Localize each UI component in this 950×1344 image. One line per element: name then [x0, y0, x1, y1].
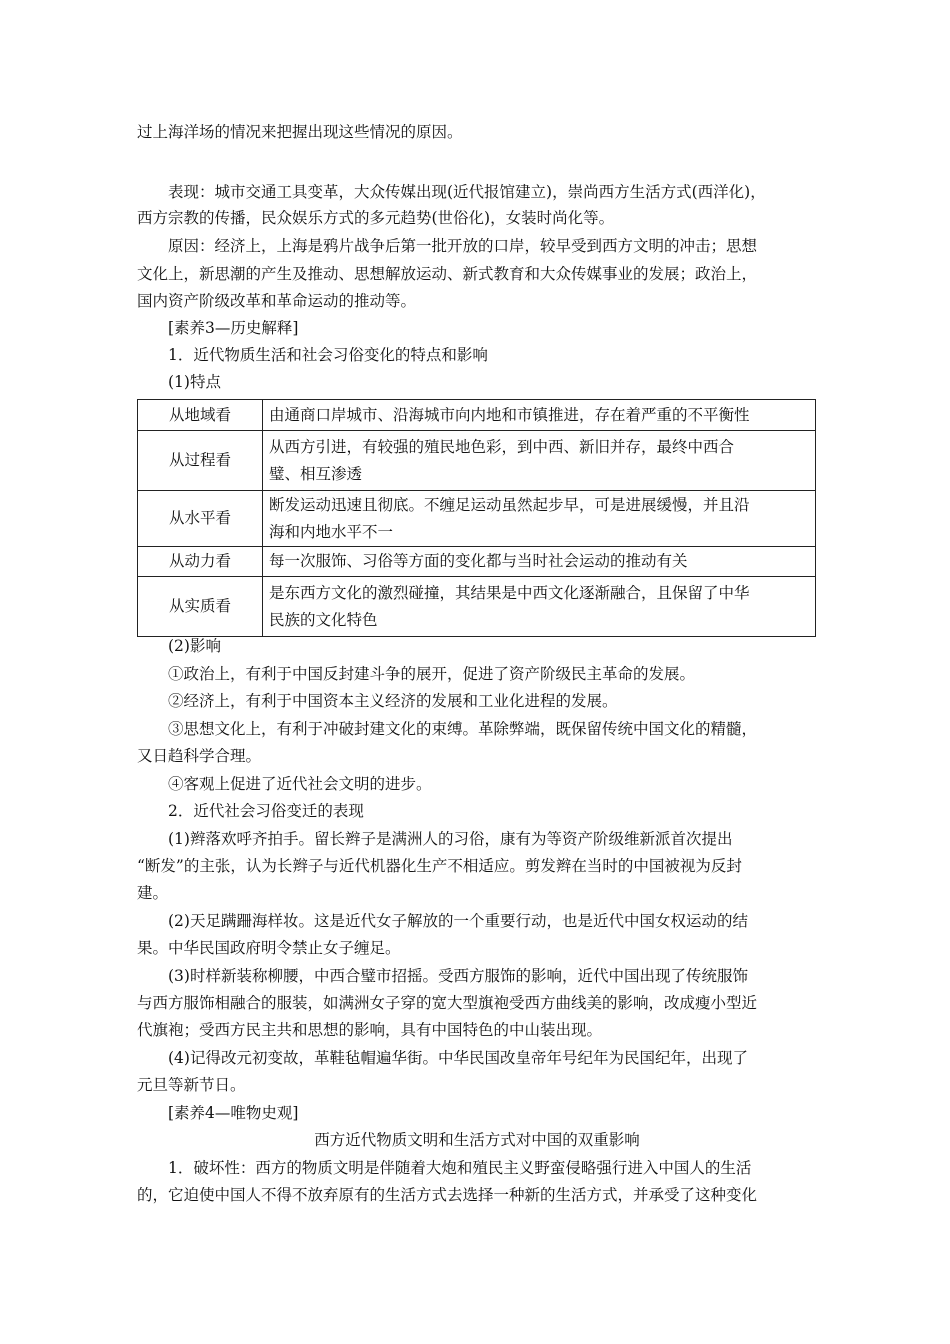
- custom-1-line-1: (1)辫落欢呼齐拍手。留长辫子是满洲人的习俗，康有为等资产阶级维新派首次提出: [168, 830, 733, 848]
- custom-2-line-1: (2)天足蹒跚海样妆。这是近代女子解放的一个重要行动，也是近代中国女权运动的结: [168, 912, 748, 930]
- custom-1-line-3: 建。: [137, 884, 169, 902]
- table-value: [263, 547, 816, 577]
- section4-p1-line-2: 的，它迫使中国人不得不放弃原有的生活方式去选择一种新的生活方式，并承受了这种变化: [137, 1186, 758, 1204]
- custom-3-line-3: 代旗袍；受西方民主共和思想的影响，具有中国特色的中山装出现。: [137, 1021, 603, 1039]
- custom-2-line-2: 果。中华民国政府明令禁止女子缠足。: [137, 939, 401, 957]
- table-key: 从过程看: [138, 431, 263, 491]
- table-key: 从水平看: [138, 491, 263, 547]
- table-value-line: 民族的文化特色: [269, 610, 378, 629]
- table-key: 从实质看: [138, 577, 263, 637]
- table-value-line: 是东西方文化的激烈碰撞，其结果是中西文化逐渐融合，且保留了中华: [269, 583, 750, 602]
- table-value-line: 海和内地水平不一: [269, 522, 394, 541]
- impact-3-line-2: 又日趋科学合理。: [137, 747, 262, 765]
- impact-4: ④客观上促进了近代社会文明的进步。: [168, 775, 432, 793]
- intro-tail: 过上海洋场的情况来把握出现这些情况的原因。: [137, 123, 463, 141]
- table-key: 从地域看: [138, 400, 263, 431]
- table-value-line: 断发运动迅速且彻底。不缠足运动虽然起步早，可是进展缓慢，并且沿: [269, 495, 750, 514]
- custom-3-line-2: 与西方服饰相融合的服装，如满洲女子穿的宽大型旗袍受西方曲线美的影响，改成瘦小型近: [137, 994, 758, 1012]
- custom-4-line-1: (4)记得改元初变故，革鞋毡帽遍华街。中华民国改皇帝年号纪年为民国纪年，出现了: [168, 1049, 748, 1067]
- table-row: [138, 577, 816, 637]
- section3-tag: [素养3—历史解释]: [168, 319, 299, 337]
- table-value-line: 璧、相互渗透: [269, 464, 363, 483]
- section3-sub1: (1)特点: [168, 373, 221, 391]
- table-key: 从动力看: [138, 547, 263, 577]
- custom-4-line-2: 元旦等新节日。: [137, 1076, 246, 1094]
- table-value: [263, 431, 816, 491]
- section3-heading1: 1．近代物质生活和社会习俗变化的特点和影响: [168, 346, 488, 364]
- performance-line-2: 西方宗教的传播，民众娱乐方式的多元趋势(世俗化)，女装时尚化等。: [137, 209, 615, 227]
- features-table: [137, 399, 816, 637]
- table-value: [263, 491, 816, 547]
- reason-line-3: 国内资产阶级改革和革命运动的推动等。: [137, 292, 417, 310]
- reason-line-2: 文化上，新思潮的产生及推动、思想解放运动、新式教育和大众传媒事业的发展；政治上，: [137, 265, 758, 283]
- table-row: [138, 431, 816, 491]
- section3-heading2: 2．近代社会习俗变迁的表现: [168, 802, 364, 820]
- impact-3-line-1: ③思想文化上，有利于冲破封建文化的束缚。革除弊端，既保留传统中国文化的精髓，: [168, 720, 758, 738]
- impact-1: ①政治上，有利于中国反封建斗争的展开，促进了资产阶级民主革命的发展。: [168, 665, 696, 683]
- section4-p1-line-1: 1．破坏性：西方的物质文明是伴随着大炮和殖民主义野蛮侵略强行进入中国人的生活: [168, 1159, 752, 1177]
- table-value: [263, 577, 816, 637]
- custom-3-line-1: (3)时样新装称柳腰，中西合璧市招摇。受西方服饰的影响，近代中国出现了传统服饰: [168, 967, 748, 985]
- impact-2: ②经济上，有利于中国资本主义经济的发展和工业化进程的发展。: [168, 692, 618, 710]
- table-value-line: 由通商口岸城市、沿海城市向内地和市镇推进，存在着严重的不平衡性: [269, 405, 750, 424]
- performance-line-1: 表现：城市交通工具变革，大众传媒出现(近代报馆建立)，崇尚西方生活方式(西洋化)，: [168, 183, 766, 201]
- table-value: [263, 400, 816, 431]
- custom-1-line-2: “断发”的主张，认为长辫子与近代机器化生产不相适应。剪发辫在当时的中国被视为反封: [137, 857, 742, 875]
- reason-line-1: 原因：经济上，上海是鸦片战争后第一批开放的口岸，较早受到西方文明的冲击；思想: [168, 237, 758, 255]
- table-row: [138, 491, 816, 547]
- table-row: [138, 400, 816, 431]
- section4-title: 西方近代物质文明和生活方式对中国的双重影响: [314, 1131, 640, 1149]
- section3-sub2: (2)影响: [168, 637, 221, 655]
- section4-tag: [素养4—唯物史观]: [168, 1104, 299, 1122]
- table-row: [138, 547, 816, 577]
- table-value-line: 每一次服饰、习俗等方面的变化都与当时社会运动的推动有关: [269, 552, 688, 570]
- table-value-line: 从西方引进，有较强的殖民地色彩，到中西、新旧并存，最终中西合: [269, 437, 735, 456]
